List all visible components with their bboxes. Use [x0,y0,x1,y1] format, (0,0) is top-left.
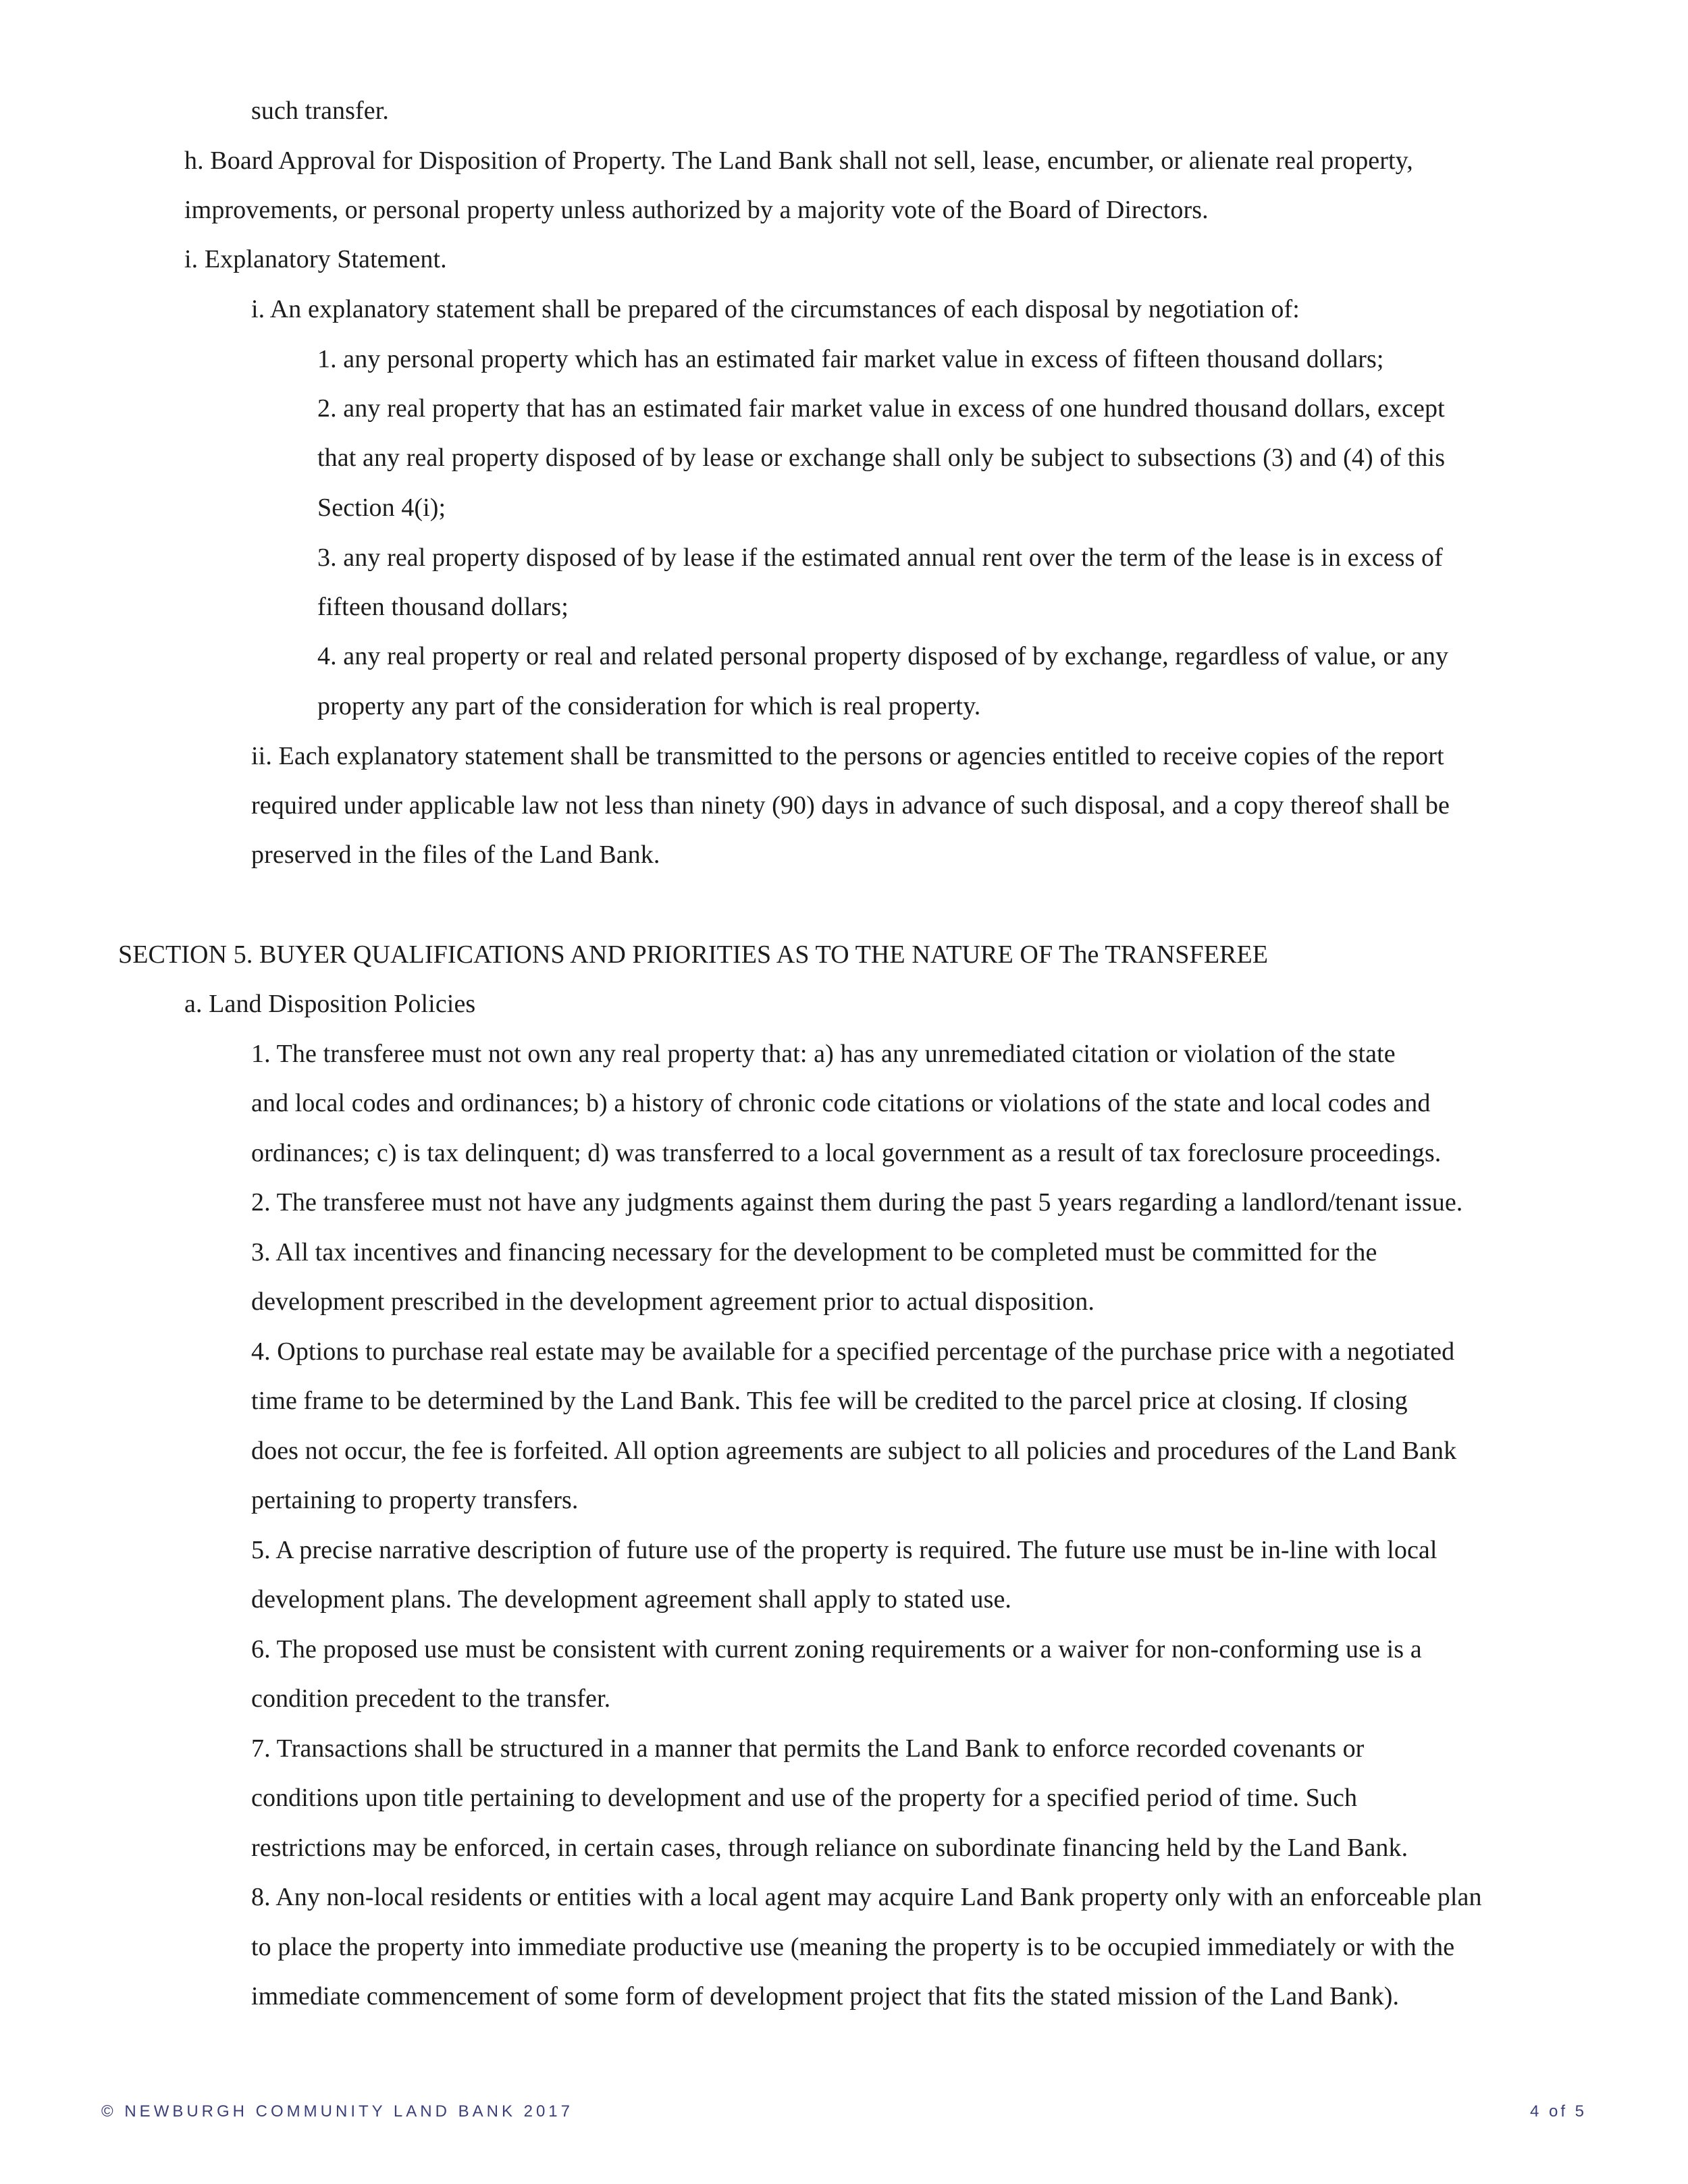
text-line: 4. Options to purchase real estate may be available for a specified percentage of the purchase price with a negotiated [251,1337,1455,1366]
text-line: 2. The transferee must not have any judgments against them during the past 5 years regarding a landlord/tenant issue. [251,1188,1463,1217]
subsection-heading: a. Land Disposition Policies [184,990,476,1018]
text-line: i. Explanatory Statement. [184,245,447,273]
text-line: 7. Transactions shall be structured in a manner that permits the Land Bank to enforce recorded covenants or [251,1734,1365,1763]
text-line: conditions upon title pertaining to development and use of the property for a specified period of time. Such [251,1784,1358,1812]
text-line: does not occur, the fee is forfeited. All option agreements are subject to all policies and procedures of the Land Bank [251,1437,1457,1465]
text-line: ordinances; c) is tax delinquent; d) was transferred to a local government as a result of tax foreclosure proceedings. [251,1139,1442,1167]
text-line: i. An explanatory statement shall be prepared of the circumstances of each disposal by negotiation of: [251,295,1300,323]
text-line: h. Board Approval for Disposition of Property. The Land Bank shall not sell, lease, encumber, or alienate real property, [184,147,1413,175]
text-line: condition precedent to the transfer. [251,1684,611,1713]
text-line: improvements, or personal property unless authorized by a majority vote of the Board of Directors. [184,196,1209,224]
text-line: such transfer. [251,97,389,125]
text-line: immediate commencement of some form of development project that fits the stated mission of the Land Bank). [251,1982,1400,2010]
text-line: 4. any real property or real and related personal property disposed of by exchange, regardless of value, or any [317,642,1449,670]
text-line: time frame to be determined by the Land Bank. This fee will be credited to the parcel price at closing. If closing [251,1387,1408,1415]
text-line: development prescribed in the development agreement prior to actual disposition. [251,1287,1094,1316]
section-heading: SECTION 5. BUYER QUALIFICATIONS AND PRIORITIES AS TO THE NATURE OF The TRANSFEREE [118,940,1269,969]
text-line: Section 4(i); [317,494,446,522]
text-line: 1. any personal property which has an estimated fair market value in excess of fifteen thousand dollars; [317,345,1384,373]
text-line: development plans. The development agreement shall apply to stated use. [251,1585,1012,1614]
text-line: property any part of the consideration for which is real property. [317,692,981,720]
text-line: 2. any real property that has an estimated fair market value in excess of one hundred thousand dollars, except [317,394,1445,423]
text-line: to place the property into immediate productive use (meaning the property is to be occupied immediately or with the [251,1933,1455,1961]
footer-copyright: © NEWBURGH COMMUNITY LAND BANK 2017 [101,2102,574,2121]
text-line: 3. any real property disposed of by lease if the estimated annual rent over the term of the lease is in excess of [317,543,1443,572]
text-line: pertaining to property transfers. [251,1486,579,1514]
text-line: 1. The transferee must not own any real property that: a) has any unremediated citation or violation of the state [251,1040,1396,1068]
text-line: 8. Any non-local residents or entities with a local agent may acquire Land Bank property only with an enforceable plan [251,1883,1482,1911]
text-line: 6. The proposed use must be consistent with current zoning requirements or a waiver for non-conforming use is a [251,1635,1422,1663]
text-line: required under applicable law not less than ninety (90) days in advance of such disposal, and a copy thereof shall be [251,791,1450,820]
text-line: 5. A precise narrative description of future use of the property is required. The future use must be in-line with local [251,1536,1438,1564]
text-line: ii. Each explanatory statement shall be transmitted to the persons or agencies entitled to receive copies of the report [251,742,1444,770]
text-line: that any real property disposed of by lease or exchange shall only be subject to subsections (3) and (4) of this [317,444,1446,472]
text-line: and local codes and ordinances; b) a history of chronic code citations or violations of the state and local codes and [251,1089,1431,1117]
text-line: restrictions may be enforced, in certain cases, through reliance on subordinate financing held by the Land Bank. [251,1834,1408,1862]
text-line: preserved in the files of the Land Bank. [251,841,660,869]
text-line: fifteen thousand dollars; [317,593,569,621]
footer-page-number: 4 of 5 [1529,2102,1587,2121]
text-line: 3. All tax incentives and financing necessary for the development to be completed must be committed for the [251,1238,1377,1267]
